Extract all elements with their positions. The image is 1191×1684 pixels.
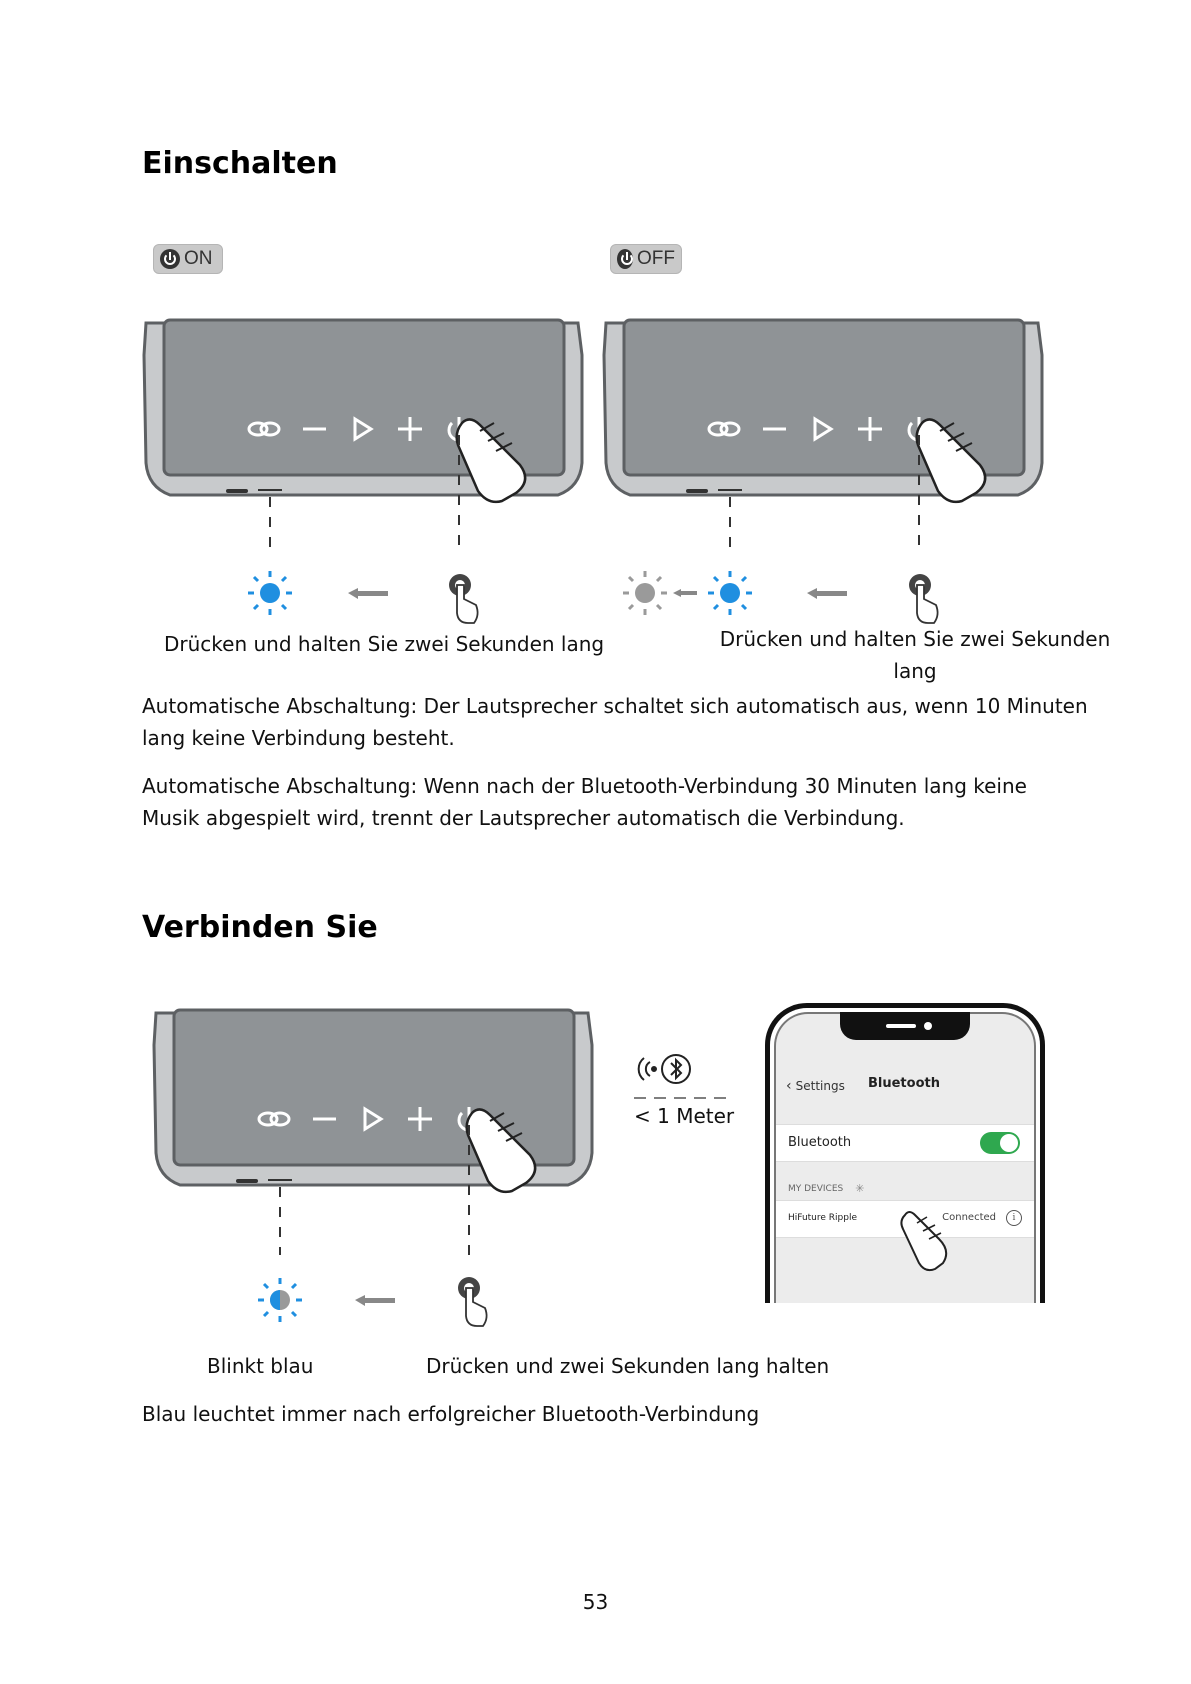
device-status: Connected [942,1212,996,1223]
info-icon[interactable]: i [1006,1210,1022,1226]
bluetooth-icon [662,1055,690,1083]
led-grey-icon [623,571,667,615]
tap-hand-icon [895,1205,965,1275]
page-number: 53 [582,1590,609,1614]
arrow-left-icon [807,588,847,599]
my-devices-label: MY DEVICES [788,1183,844,1194]
caption-on: Drücken und halten Sie zwei Sekunden lang [164,632,605,656]
back-button[interactable] [786,1078,845,1094]
on-label: ON [184,248,213,269]
arrow-left-icon [673,589,697,597]
caption-press-hold: Drücken und zwei Sekunden lang halten [426,1354,830,1378]
off-sequence-icons [615,565,945,625]
screen-title: Bluetooth [868,1076,940,1091]
bluetooth-toggle-label: Bluetooth [788,1135,852,1150]
auto-disconnect-paragraph-line2: Musik abgespielt wird, trennt der Lautsprecher automatisch die Verbindung. [142,806,905,830]
indicator-slot [718,489,742,491]
section-title-verbinden: Verbinden Sie [142,910,378,945]
toggle-knob [1000,1134,1018,1152]
bluetooth-signal-graphic [630,1040,740,1100]
caption-off-line1: Drücken und halten Sie zwei Sekunden [719,627,1111,651]
arrow-left-icon [348,588,388,599]
wireless-waves-icon [639,1058,656,1080]
press-hold-icon [458,1277,487,1326]
charging-port [226,489,248,493]
auto-disconnect-paragraph-line1: Automatische Abschaltung: Wenn nach der Bluetooth-Verbindung 30 Minuten lang keine [142,774,1027,798]
auto-off-paragraph-line2: lang keine Verbindung besteht. [142,726,455,750]
on-sequence-icons [240,565,490,625]
off-label: OFF [637,248,675,269]
bluetooth-toggle[interactable] [980,1132,1020,1154]
auto-off-paragraph-line1: Automatische Abschaltung: Der Lautsprecher schaltet sich automatisch aus, wenn 10 Minuten [142,694,1088,718]
front-camera [924,1022,932,1030]
charging-port [686,489,708,493]
press-hold-icon [449,574,478,623]
section-title-einschalten: Einschalten [142,146,338,181]
bluetooth-toggle-row [776,1124,1034,1162]
distance-label: < 1 Meter [634,1104,735,1128]
device-name: HiFuture Ripple [788,1213,858,1223]
led-half-blue-icon [258,1278,302,1322]
caption-blinks-blue: Blinkt blau [207,1354,314,1378]
off-badge [610,244,682,274]
connected-paragraph: Blau leuchtet immer nach erfolgreicher Bluetooth-Verbindung [142,1402,760,1426]
back-label: Settings [795,1079,845,1093]
power-icon [617,249,633,269]
charging-port [236,1179,258,1183]
speaker-grille [886,1024,916,1028]
led-blue-icon [248,571,292,615]
indicator-slot [268,1179,292,1181]
arrow-left-icon [355,1295,395,1306]
on-badge [153,244,223,274]
phone-notch [840,1012,970,1040]
power-icon [160,249,180,269]
loading-spinner-icon: ✳ [855,1182,865,1195]
led-blue-icon [708,571,752,615]
press-hold-icon [909,574,938,623]
caption-off-line2: lang [893,659,937,683]
my-devices-header [788,1182,864,1195]
chevron-left-icon: ‹ [786,1078,792,1094]
indicator-slot [258,489,282,491]
speaker-connect-illustration [150,1005,600,1335]
